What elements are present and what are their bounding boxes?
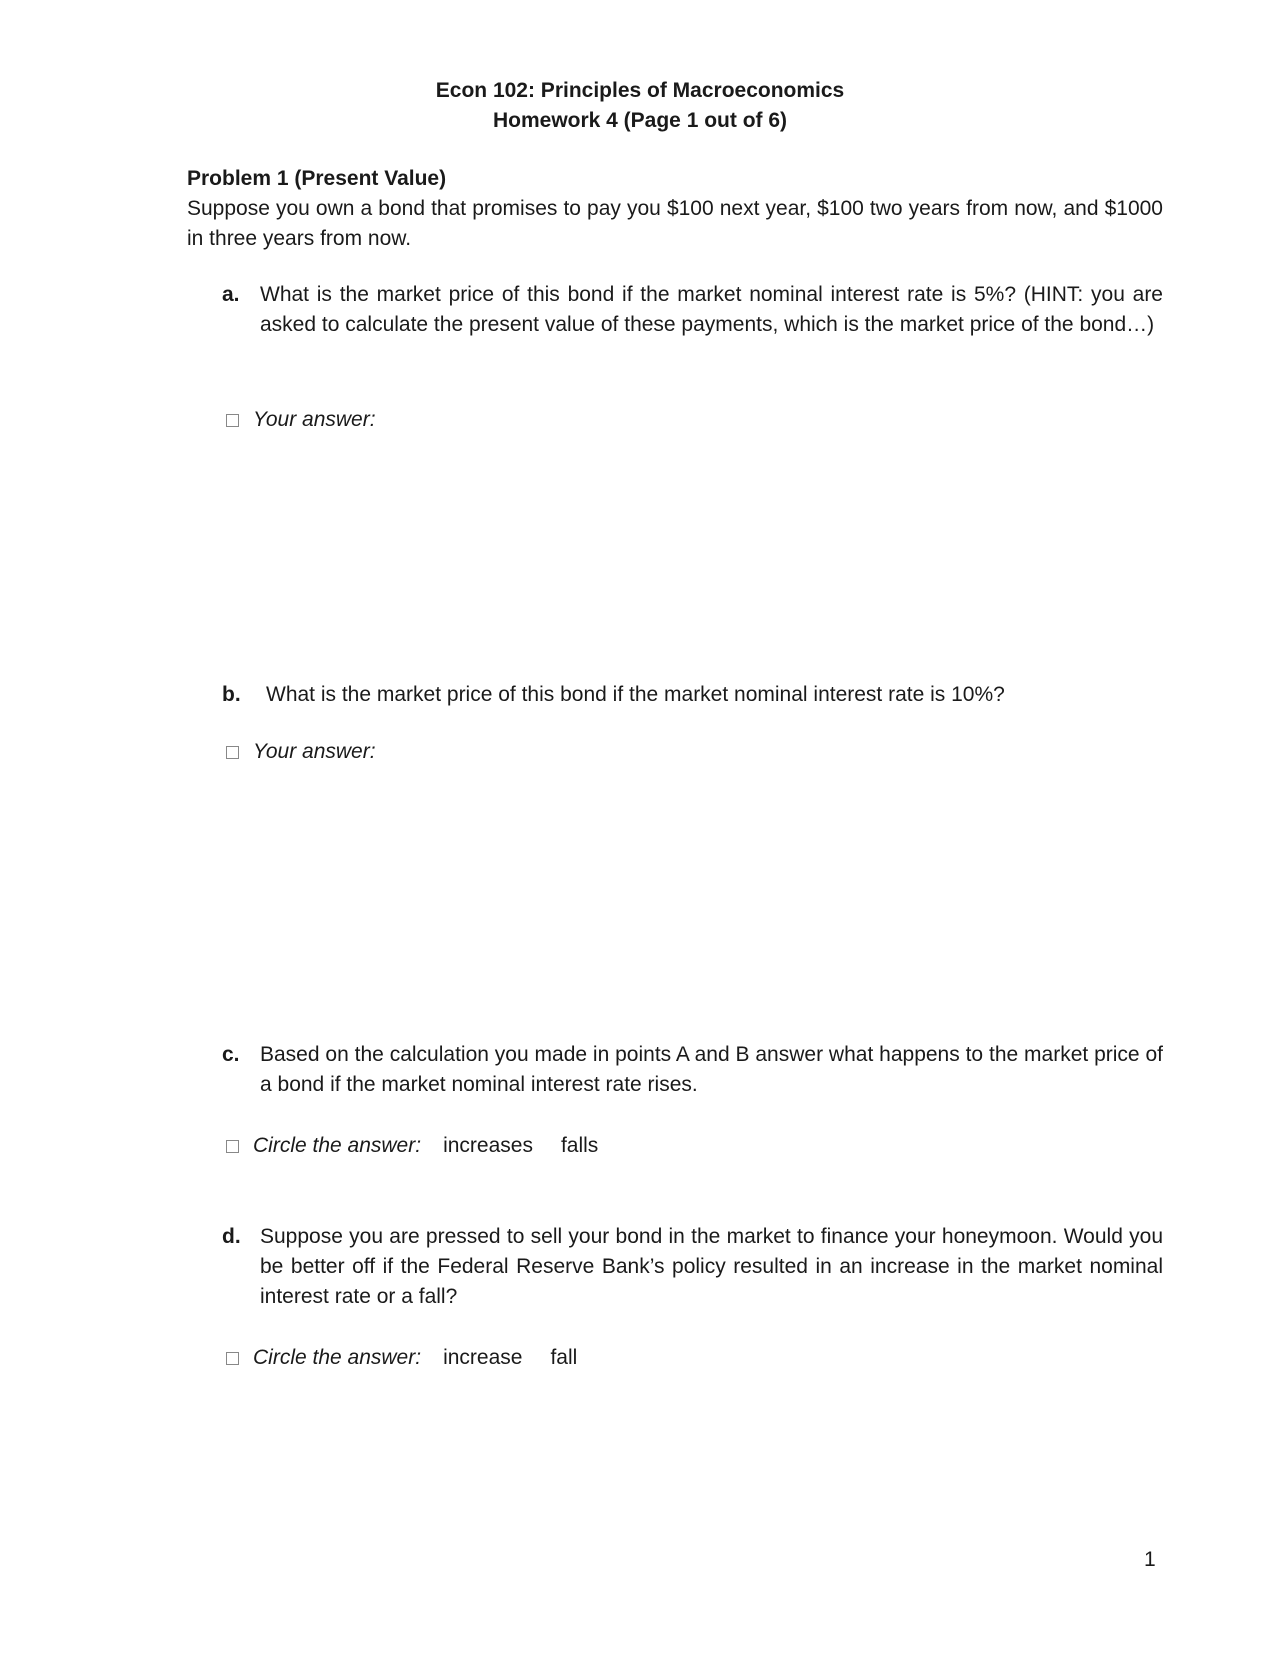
course-title: Econ 102: Principles of Macroeconomics xyxy=(435,79,845,102)
option-increase[interactable]: increase xyxy=(443,1346,523,1369)
answer-prompt-d: Circle the answer: xyxy=(253,1346,422,1369)
answer-checkbox-a[interactable] xyxy=(226,414,239,427)
option-increases[interactable]: increases xyxy=(443,1134,533,1157)
question-d-answer xyxy=(226,1343,577,1373)
question-c-label: c. xyxy=(222,1043,240,1066)
homework-title: Homework 4 (Page 1 out of 6) xyxy=(492,109,788,132)
answer-checkbox-b[interactable] xyxy=(226,746,239,759)
question-a-text: What is the market price of this bond if the market nominal interest rate is 5%? (HINT: you are asked to calculate the present value of these payments, which is the market price of the bond…) xyxy=(260,283,1163,336)
question-b-label: b. xyxy=(222,683,241,706)
problem-title: Problem 1 (Present Value) xyxy=(187,167,447,190)
question-d-text: Suppose you are pressed to sell your bond in the market to finance your honeymoon. Would you be better off if the Federal Reserve Bank’s policy resulted in an increase in the market nominal interest rate or a fall? xyxy=(260,1225,1163,1308)
answer-prompt-b: Your answer: xyxy=(253,740,376,763)
problem-intro: Suppose you own a bond that promises to pay you $100 next year, $100 two years from now, and $1000 in three years from now. xyxy=(187,197,1163,250)
answer-checkbox-c[interactable] xyxy=(226,1140,239,1153)
question-b-text: What is the market price of this bond if the market nominal interest rate is 10%? xyxy=(266,683,1005,706)
document-header xyxy=(0,76,1280,136)
question-c-text: Based on the calculation you made in points A and B answer what happens to the market price of a bond if the market nominal interest rate rises. xyxy=(260,1043,1163,1096)
question-b-answer xyxy=(226,737,376,767)
page-number: 1 xyxy=(1144,1548,1156,1571)
question-a-answer xyxy=(226,405,376,435)
answer-checkbox-d[interactable] xyxy=(226,1352,239,1365)
option-fall[interactable]: fall xyxy=(550,1346,578,1369)
question-d-label: d. xyxy=(222,1225,241,1248)
question-a-label: a. xyxy=(222,283,240,306)
question-c-answer xyxy=(226,1131,598,1161)
answer-prompt-a: Your answer: xyxy=(253,408,376,431)
answer-prompt-c: Circle the answer: xyxy=(253,1134,422,1157)
option-falls[interactable]: falls xyxy=(560,1134,599,1157)
